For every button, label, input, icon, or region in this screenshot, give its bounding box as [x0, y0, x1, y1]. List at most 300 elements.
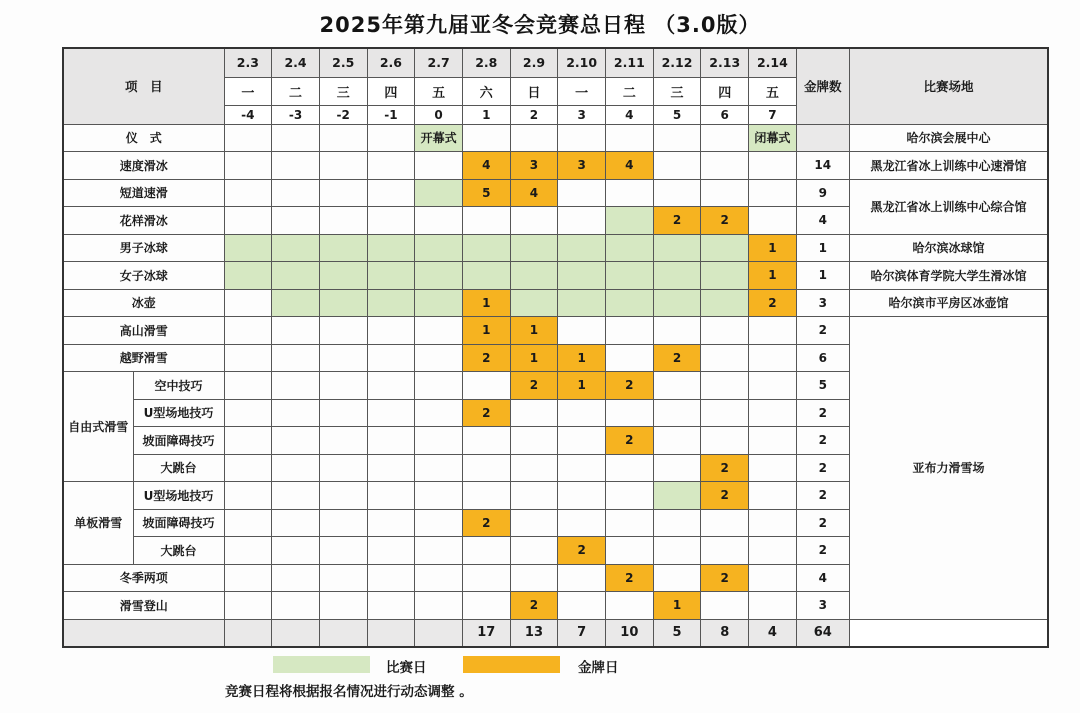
schedule-cell	[653, 564, 701, 592]
schedule-cell	[319, 537, 367, 565]
schedule-cell	[224, 152, 272, 180]
schedule-cell	[319, 427, 367, 455]
row-label: 越野滑雪	[63, 344, 224, 372]
schedule-cell	[367, 289, 415, 317]
day-offset-header: -3	[272, 105, 320, 124]
schedule-cell	[224, 289, 272, 317]
items-column-header: 项 目	[63, 48, 224, 124]
schedule-cell	[749, 592, 797, 620]
schedule-cell	[653, 234, 701, 262]
schedule-cell: 4	[510, 179, 558, 207]
gold-count-cell: 3	[796, 592, 849, 620]
schedule-cell	[367, 427, 415, 455]
schedule-cell	[224, 619, 272, 647]
schedule-cell	[749, 317, 797, 345]
venue-cell: 亚布力滑雪场	[849, 317, 1048, 620]
date-header: 2.14	[749, 48, 797, 77]
schedule-cell	[606, 537, 654, 565]
schedule-cell	[415, 262, 463, 290]
row-label: 速度滑冰	[63, 152, 224, 180]
schedule-cell	[653, 124, 701, 152]
schedule-cell	[272, 619, 320, 647]
row-label	[63, 619, 224, 647]
schedule-cell	[319, 207, 367, 235]
date-header: 2.3	[224, 48, 272, 77]
table-row	[63, 124, 1048, 152]
schedule-cell	[367, 344, 415, 372]
schedule-cell	[749, 509, 797, 537]
schedule-cell	[415, 399, 463, 427]
weekday-header: 五	[415, 77, 463, 105]
venue-cell	[849, 619, 1048, 647]
gold-count-cell: 6	[796, 344, 849, 372]
schedule-cell	[224, 372, 272, 400]
row-label: 滑雪登山	[63, 592, 224, 620]
schedule-cell	[749, 179, 797, 207]
schedule-cell	[415, 427, 463, 455]
schedule-cell	[415, 537, 463, 565]
schedule-table	[62, 47, 1049, 648]
schedule-cell	[272, 592, 320, 620]
schedule-cell	[319, 289, 367, 317]
schedule-cell	[224, 124, 272, 152]
schedule-cell	[367, 399, 415, 427]
row-label: 短道速滑	[63, 179, 224, 207]
schedule-cell	[272, 289, 320, 317]
gold-count-cell: 5	[796, 372, 849, 400]
schedule-cell	[272, 399, 320, 427]
schedule-cell	[749, 372, 797, 400]
gold-count-cell: 64	[796, 619, 849, 647]
date-header: 2.10	[558, 48, 606, 77]
schedule-cell	[224, 317, 272, 345]
day-offset-header: 6	[701, 105, 749, 124]
row-label: 男子冰球	[63, 234, 224, 262]
schedule-cell	[701, 152, 749, 180]
schedule-cell	[701, 427, 749, 455]
schedule-cell: 2	[701, 454, 749, 482]
gold-count-cell: 2	[796, 482, 849, 510]
schedule-cell: 5	[653, 619, 701, 647]
schedule-cell	[701, 124, 749, 152]
schedule-cell	[224, 262, 272, 290]
legend-competition-day-swatch	[273, 656, 370, 673]
schedule-cell	[558, 179, 606, 207]
gold-count-cell	[796, 124, 849, 152]
day-offset-header: 7	[749, 105, 797, 124]
gold-count-cell: 2	[796, 427, 849, 455]
schedule-cell	[272, 537, 320, 565]
schedule-cell	[272, 564, 320, 592]
gold-count-cell: 2	[796, 509, 849, 537]
schedule-cell	[319, 372, 367, 400]
schedule-cell	[653, 454, 701, 482]
schedule-cell	[272, 482, 320, 510]
schedule-cell	[701, 234, 749, 262]
schedule-cell: 2	[606, 564, 654, 592]
schedule-cell	[367, 262, 415, 290]
schedule-cell	[415, 454, 463, 482]
schedule-cell	[415, 317, 463, 345]
schedule-cell	[653, 317, 701, 345]
table-row	[63, 152, 1048, 180]
schedule-cell	[367, 152, 415, 180]
schedule-cell	[653, 399, 701, 427]
schedule-cell	[272, 124, 320, 152]
sport-group-label: 单板滑雪	[63, 482, 133, 565]
schedule-cell	[510, 399, 558, 427]
schedule-cell	[653, 152, 701, 180]
schedule-cell	[319, 564, 367, 592]
schedule-cell	[319, 592, 367, 620]
date-header: 2.5	[319, 48, 367, 77]
day-offset-header: 2	[510, 105, 558, 124]
schedule-cell	[701, 509, 749, 537]
schedule-cell	[224, 509, 272, 537]
row-label: 冬季两项	[63, 564, 224, 592]
schedule-cell: 2	[462, 399, 510, 427]
gold-count-cell: 2	[796, 317, 849, 345]
schedule-cell	[415, 482, 463, 510]
header-row-dates	[63, 48, 1048, 77]
table-row	[63, 317, 1048, 345]
table-row	[63, 179, 1048, 207]
gold-count-cell: 1	[796, 234, 849, 262]
schedule-cell	[272, 179, 320, 207]
schedule-cell	[224, 564, 272, 592]
schedule-cell	[272, 344, 320, 372]
schedule-cell: 2	[510, 372, 558, 400]
schedule-cell	[606, 317, 654, 345]
weekday-header: 四	[367, 77, 415, 105]
schedule-cell: 8	[701, 619, 749, 647]
schedule-cell	[367, 317, 415, 345]
schedule-cell	[272, 427, 320, 455]
schedule-cell	[606, 124, 654, 152]
day-offset-header: -4	[224, 105, 272, 124]
schedule-cell	[367, 619, 415, 647]
schedule-note: 竞赛日程将根据报名情况进行动态调整 。	[225, 684, 473, 700]
schedule-cell	[415, 372, 463, 400]
schedule-cell	[510, 564, 558, 592]
schedule-cell	[462, 592, 510, 620]
schedule-cell	[701, 262, 749, 290]
schedule-cell: 3	[510, 152, 558, 180]
schedule-cell: 2	[510, 592, 558, 620]
row-label: 坡面障碍技巧	[133, 509, 224, 537]
row-label: 花样滑冰	[63, 207, 224, 235]
schedule-cell: 2	[701, 207, 749, 235]
weekday-header: 一	[558, 77, 606, 105]
schedule-cell	[749, 482, 797, 510]
schedule-cell	[224, 537, 272, 565]
day-offset-header: 4	[606, 105, 654, 124]
weekday-header: 二	[272, 77, 320, 105]
date-header: 2.7	[415, 48, 463, 77]
schedule-cell	[224, 207, 272, 235]
schedule-cell	[510, 124, 558, 152]
schedule-cell	[415, 289, 463, 317]
schedule-cell	[701, 372, 749, 400]
schedule-cell	[367, 179, 415, 207]
schedule-cell	[606, 454, 654, 482]
schedule-cell	[319, 399, 367, 427]
schedule-cell	[558, 262, 606, 290]
schedule-cell: 2	[653, 344, 701, 372]
schedule-cell	[367, 482, 415, 510]
schedule-cell: 1	[653, 592, 701, 620]
weekday-header: 二	[606, 77, 654, 105]
schedule-cell	[462, 124, 510, 152]
schedule-cell	[319, 152, 367, 180]
schedule-cell: 1	[558, 372, 606, 400]
schedule-cell	[415, 152, 463, 180]
weekday-header: 六	[462, 77, 510, 105]
schedule-cell	[415, 509, 463, 537]
schedule-cell: 1	[749, 262, 797, 290]
schedule-cell	[606, 509, 654, 537]
venue-cell: 黑龙江省冰上训练中心速滑馆	[849, 152, 1048, 180]
table-row	[63, 289, 1048, 317]
row-label: 坡面障碍技巧	[133, 427, 224, 455]
schedule-cell: 2	[749, 289, 797, 317]
schedule-cell	[606, 179, 654, 207]
schedule-cell	[558, 454, 606, 482]
schedule-cell: 1	[558, 344, 606, 372]
schedule-cell	[415, 207, 463, 235]
schedule-cell	[558, 234, 606, 262]
schedule-cell	[272, 207, 320, 235]
venue-cell: 哈尔滨会展中心	[849, 124, 1048, 152]
gold-count-cell: 4	[796, 207, 849, 235]
schedule-cell	[415, 619, 463, 647]
schedule-cell: 2	[462, 509, 510, 537]
schedule-cell: 4	[606, 152, 654, 180]
legend-gold-day-swatch	[463, 656, 560, 673]
schedule-cell: 17	[462, 619, 510, 647]
weekday-header: 四	[701, 77, 749, 105]
schedule-cell	[319, 619, 367, 647]
venue-cell: 哈尔滨冰球馆	[849, 234, 1048, 262]
schedule-cell	[653, 537, 701, 565]
schedule-cell	[510, 482, 558, 510]
weekday-header: 三	[319, 77, 367, 105]
schedule-cell	[367, 537, 415, 565]
schedule-cell	[653, 289, 701, 317]
schedule-cell	[462, 564, 510, 592]
schedule-cell	[606, 289, 654, 317]
day-offset-header: -1	[367, 105, 415, 124]
schedule-cell	[224, 454, 272, 482]
schedule-cell	[462, 482, 510, 510]
schedule-cell	[701, 179, 749, 207]
schedule-cell	[558, 592, 606, 620]
venue-cell: 哈尔滨市平房区冰壶馆	[849, 289, 1048, 317]
schedule-cell	[510, 289, 558, 317]
weekday-header: 五	[749, 77, 797, 105]
schedule-cell	[558, 124, 606, 152]
day-offset-header: 1	[462, 105, 510, 124]
schedule-cell: 7	[558, 619, 606, 647]
schedule-cell	[749, 537, 797, 565]
schedule-cell	[558, 564, 606, 592]
schedule-cell	[224, 592, 272, 620]
venue-cell: 哈尔滨体育学院大学生滑冰馆	[849, 262, 1048, 290]
schedule-cell	[272, 234, 320, 262]
schedule-cell	[606, 344, 654, 372]
schedule-cell	[319, 509, 367, 537]
schedule-cell	[367, 234, 415, 262]
schedule-cell	[510, 454, 558, 482]
schedule-cell	[462, 454, 510, 482]
schedule-cell	[415, 179, 463, 207]
schedule-cell	[415, 564, 463, 592]
venue-header: 比赛场地	[849, 48, 1048, 124]
schedule-cell	[701, 592, 749, 620]
schedule-cell: 2	[606, 427, 654, 455]
schedule-cell	[510, 262, 558, 290]
schedule-cell	[701, 399, 749, 427]
schedule-cell	[701, 344, 749, 372]
row-label: U型场地技巧	[133, 482, 224, 510]
schedule-cell	[653, 179, 701, 207]
schedule-cell	[319, 344, 367, 372]
schedule-cell	[558, 427, 606, 455]
schedule-cell	[415, 592, 463, 620]
schedule-cell	[272, 372, 320, 400]
schedule-cell: 1	[749, 234, 797, 262]
schedule-cell: 1	[510, 344, 558, 372]
schedule-cell	[606, 262, 654, 290]
schedule-cell	[749, 399, 797, 427]
schedule-cell: 13	[510, 619, 558, 647]
schedule-cell	[606, 592, 654, 620]
schedule-cell	[462, 372, 510, 400]
schedule-cell	[558, 317, 606, 345]
weekday-header: 日	[510, 77, 558, 105]
date-header: 2.12	[653, 48, 701, 77]
legend-competition-day-label: 比赛日	[386, 660, 427, 676]
schedule-cell: 1	[510, 317, 558, 345]
table-row	[63, 262, 1048, 290]
schedule-cell: 5	[462, 179, 510, 207]
schedule-cell	[319, 454, 367, 482]
schedule-cell	[606, 399, 654, 427]
schedule-cell	[701, 537, 749, 565]
gold-count-cell: 9	[796, 179, 849, 207]
legend-gold-day-label: 金牌日	[578, 660, 619, 676]
row-label: 高山滑雪	[63, 317, 224, 345]
row-label: 女子冰球	[63, 262, 224, 290]
row-label: 冰壶	[63, 289, 224, 317]
gold-count-cell: 2	[796, 399, 849, 427]
schedule-cell	[415, 344, 463, 372]
schedule-cell	[558, 509, 606, 537]
row-label: 仪 式	[63, 124, 224, 152]
schedule-cell	[558, 207, 606, 235]
schedule-cell	[367, 509, 415, 537]
schedule-cell	[367, 207, 415, 235]
venue-cell: 黑龙江省冰上训练中心综合馆	[849, 179, 1048, 234]
schedule-cell	[319, 234, 367, 262]
schedule-cell	[415, 234, 463, 262]
date-header: 2.13	[701, 48, 749, 77]
schedule-cell: 2	[653, 207, 701, 235]
schedule-cell	[653, 262, 701, 290]
schedule-cell: 2	[558, 537, 606, 565]
table-row	[63, 234, 1048, 262]
schedule-cell: 2	[606, 372, 654, 400]
schedule-cell	[462, 537, 510, 565]
schedule-cell: 2	[701, 564, 749, 592]
row-label: 空中技巧	[133, 372, 224, 400]
row-label: U型场地技巧	[133, 399, 224, 427]
schedule-cell: 1	[462, 317, 510, 345]
schedule-cell	[367, 564, 415, 592]
schedule-cell	[701, 289, 749, 317]
gold-count-header: 金牌数	[796, 48, 849, 124]
schedule-cell	[606, 234, 654, 262]
schedule-cell	[367, 372, 415, 400]
schedule-cell	[606, 482, 654, 510]
gold-count-cell: 4	[796, 564, 849, 592]
schedule-cell	[367, 124, 415, 152]
schedule-cell	[319, 317, 367, 345]
schedule-cell: 1	[462, 289, 510, 317]
schedule-cell	[367, 454, 415, 482]
schedule-cell	[272, 454, 320, 482]
schedule-cell	[367, 592, 415, 620]
schedule-cell	[224, 482, 272, 510]
schedule-cell	[558, 289, 606, 317]
schedule-cell	[749, 427, 797, 455]
schedule-cell: 3	[558, 152, 606, 180]
schedule-cell	[653, 427, 701, 455]
sport-group-label: 自由式滑雪	[63, 372, 133, 482]
schedule-cell	[319, 124, 367, 152]
day-offset-header: -2	[319, 105, 367, 124]
date-header: 2.8	[462, 48, 510, 77]
schedule-cell	[319, 179, 367, 207]
date-header: 2.6	[367, 48, 415, 77]
schedule-cell	[510, 537, 558, 565]
schedule-cell	[510, 509, 558, 537]
schedule-cell	[749, 207, 797, 235]
schedule-cell	[510, 427, 558, 455]
schedule-cell	[701, 317, 749, 345]
schedule-cell	[272, 509, 320, 537]
schedule-cell: 开幕式	[415, 124, 463, 152]
gold-count-cell: 2	[796, 454, 849, 482]
schedule-cell	[462, 234, 510, 262]
schedule-cell	[510, 234, 558, 262]
row-label: 大跳台	[133, 537, 224, 565]
schedule-cell	[319, 262, 367, 290]
schedule-cell: 10	[606, 619, 654, 647]
gold-count-cell: 1	[796, 262, 849, 290]
schedule-cell	[224, 344, 272, 372]
row-label: 大跳台	[133, 454, 224, 482]
day-offset-header: 3	[558, 105, 606, 124]
schedule-cell	[749, 454, 797, 482]
schedule-cell	[224, 234, 272, 262]
schedule-cell	[224, 399, 272, 427]
schedule-cell	[558, 399, 606, 427]
gold-count-cell: 14	[796, 152, 849, 180]
schedule-cell: 4	[462, 152, 510, 180]
day-offset-header: 5	[653, 105, 701, 124]
schedule-cell	[462, 207, 510, 235]
